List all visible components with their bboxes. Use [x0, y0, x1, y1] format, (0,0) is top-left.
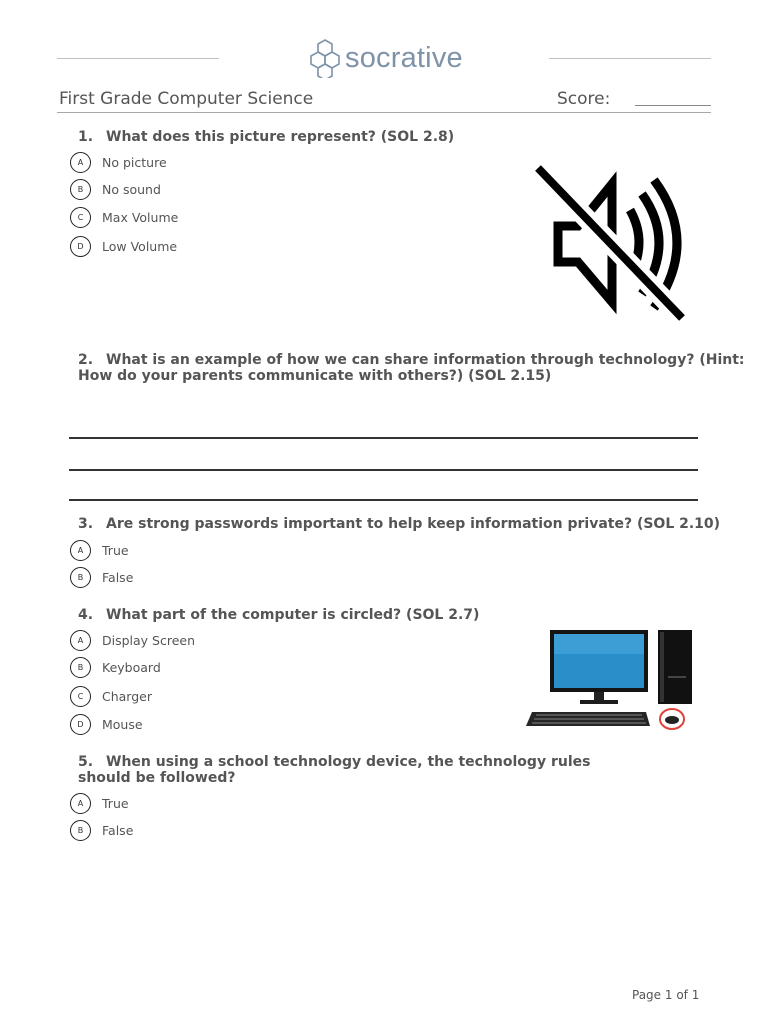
q4-choice-b[interactable]	[70, 655, 161, 679]
question-text: What is an example of how we can share information through technology? (Hint: How do your parents communicate with others?) (SOL 2.15)	[78, 352, 745, 384]
question-text: When using a school technology device, the technology rules should be followed?	[78, 754, 591, 786]
question-2	[78, 352, 758, 384]
answer-line[interactable]	[69, 437, 698, 439]
q4-choice-d[interactable]	[70, 712, 143, 736]
q4-choice-a[interactable]	[70, 628, 195, 652]
choice-label: Low Volume	[102, 238, 178, 254]
mouse	[665, 716, 679, 724]
page-number: Page 1 of 1	[632, 988, 700, 1002]
question-1	[78, 129, 518, 145]
desktop-computer-illustration	[524, 626, 698, 732]
choice-label: Mouse	[102, 716, 143, 732]
question-number: 4.	[78, 607, 94, 623]
answer-bubble[interactable]: A	[70, 152, 91, 173]
choice-label: True	[102, 542, 129, 558]
answer-bubble[interactable]: C	[70, 686, 91, 707]
mute-speaker-icon	[530, 162, 690, 324]
answer-bubble[interactable]: A	[70, 793, 91, 814]
q1-choice-b[interactable]	[70, 177, 161, 201]
answer-bubble[interactable]: B	[70, 567, 91, 588]
title-rule	[57, 112, 711, 113]
q3-choice-b[interactable]	[70, 565, 133, 589]
answer-bubble[interactable]: A	[70, 630, 91, 651]
q3-choice-a[interactable]	[70, 538, 129, 562]
q5-choice-b[interactable]	[70, 818, 133, 842]
answer-bubble[interactable]: C	[70, 207, 91, 228]
question-text: Are strong passwords important to help keep information private? (SOL 2.10)	[106, 516, 721, 532]
answer-bubble[interactable]: B	[70, 657, 91, 678]
choice-label: Display Screen	[102, 632, 196, 648]
answer-bubble[interactable]: D	[70, 714, 91, 735]
choice-label: False	[102, 569, 134, 585]
answer-bubble[interactable]: B	[70, 179, 91, 200]
answer-bubble[interactable]: B	[70, 820, 91, 841]
brand-name: socrative	[345, 41, 463, 74]
question-4	[78, 607, 518, 623]
q5-choice-a[interactable]	[70, 791, 129, 815]
choice-label: Keyboard	[102, 659, 161, 675]
question-3	[78, 516, 758, 532]
socrative-logo	[309, 38, 463, 78]
question-text: What does this picture represent? (SOL 2.8)	[106, 129, 455, 145]
choice-label: Charger	[102, 688, 152, 704]
q4-choice-c[interactable]	[70, 684, 152, 708]
question-5	[78, 754, 638, 786]
choice-label: No picture	[102, 154, 167, 170]
quiz-title: First Grade Computer Science	[59, 89, 314, 109]
choice-label: True	[102, 795, 129, 811]
q1-choice-d[interactable]	[70, 234, 177, 258]
choice-label: Max Volume	[102, 209, 179, 225]
answer-bubble[interactable]: D	[70, 236, 91, 257]
question-number: 1.	[78, 129, 94, 145]
question-text: What part of the computer is circled? (SOL 2.7)	[106, 607, 480, 623]
score-label: Score:	[557, 89, 611, 109]
choice-label: False	[102, 822, 134, 838]
choice-label: No sound	[102, 181, 161, 197]
answer-bubble[interactable]: A	[70, 540, 91, 561]
question-number: 5.	[78, 754, 94, 770]
hexagon-logo-icon	[309, 38, 341, 78]
question-number: 2.	[78, 352, 94, 368]
answer-line[interactable]	[69, 499, 698, 501]
header-rule-left	[57, 58, 219, 59]
q1-choice-a[interactable]	[70, 150, 167, 174]
header-rule-right	[549, 58, 711, 59]
answer-line[interactable]	[69, 469, 698, 471]
q1-choice-c[interactable]	[70, 205, 178, 229]
question-number: 3.	[78, 516, 94, 532]
score-blank	[635, 105, 711, 106]
